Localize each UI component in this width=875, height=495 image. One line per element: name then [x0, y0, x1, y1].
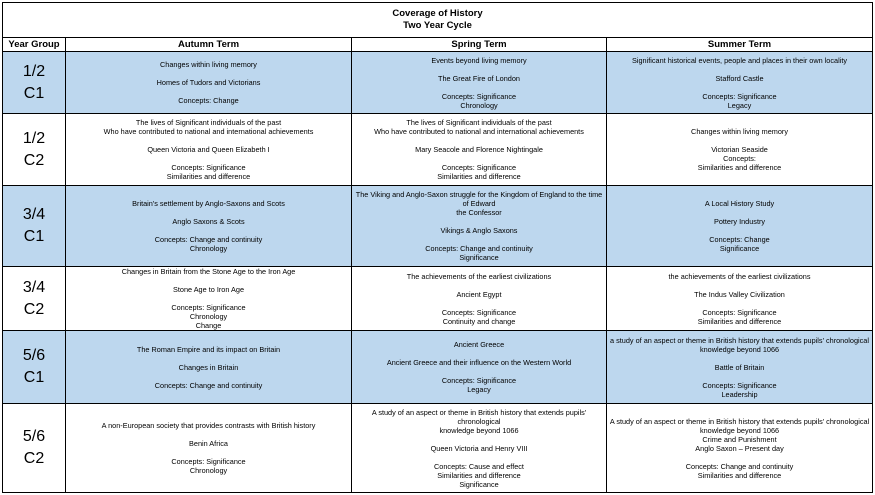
cycle-label: C1: [23, 84, 45, 102]
cell-line: [66, 154, 351, 163]
cell-line: Concepts: Cause and effect: [434, 461, 524, 471]
cell-line: knowledge beyond 1066: [699, 344, 780, 354]
cell-line: Concepts: Significance: [702, 307, 777, 317]
cell-line: Mary Seacole and Florence Nightingale: [415, 145, 543, 154]
cell-line: [66, 136, 351, 145]
cell-line: Ancient Egypt: [456, 289, 502, 299]
cell-line: Concepts: Significance: [171, 163, 246, 172]
autumn-term-cell: [66, 331, 352, 404]
table-row: [3, 267, 873, 331]
column-header-spring: Spring Term: [352, 38, 607, 52]
cell-line: Changes within living memory: [691, 127, 788, 136]
table-row: [3, 114, 873, 186]
cell-line: [607, 372, 872, 381]
cell-line: Stone Age to Iron Age: [173, 285, 244, 294]
cell-line: [607, 208, 872, 217]
cell-line: Concepts: Change and continuity: [685, 461, 794, 471]
summer-term-cell: [607, 331, 873, 404]
autumn-term-cell: [66, 267, 352, 331]
cell-line: Concepts: Significance: [171, 457, 246, 466]
summer-term-cell: [607, 52, 873, 114]
cell-line: Concepts: Significance: [702, 91, 777, 101]
cell-line: [607, 453, 872, 462]
coverage-table: [2, 2, 873, 493]
spring-term-cell: [352, 186, 607, 267]
cell-line: [607, 136, 872, 145]
table-row: [3, 404, 873, 493]
autumn-term-cell: [66, 186, 352, 267]
header-row: [3, 38, 873, 52]
cell-line: Concepts: Significance: [702, 380, 777, 390]
cell-line: A non-European society that provides contrasts with British history: [101, 421, 316, 430]
cell-line: [66, 276, 351, 285]
cell-line: [352, 235, 606, 244]
cell-line: The Indus Valley Civilization: [694, 289, 785, 299]
cell-line: Concepts: Significance: [441, 163, 517, 172]
year-group-cell: [3, 186, 66, 267]
cell-line: Concepts: Change and continuity: [154, 380, 263, 390]
history-coverage-document: [2, 2, 872, 492]
cell-line: Similarities and difference: [166, 172, 251, 181]
year-group-cell: [3, 114, 66, 186]
cell-line: Who have contributed to national and international achievements: [374, 127, 584, 136]
cell-line: [352, 349, 606, 358]
cell-line: Changes in Britain from the Stone Age to the Iron Age: [121, 267, 296, 276]
year-group-label: 3/4: [22, 278, 46, 296]
cell-line: The lives of Significant individuals of the past: [406, 118, 552, 127]
table-title: [3, 3, 873, 38]
cell-line: Similarities and difference: [437, 470, 521, 480]
autumn-term-cell: [66, 52, 352, 114]
cell-line: The lives of Significant individuals of the past: [135, 118, 282, 127]
cell-line: The Roman Empire and its impact on Britain: [136, 344, 281, 354]
cell-line: Anglo Saxons & Scots: [172, 217, 245, 226]
cell-line: Changes within living memory: [160, 60, 257, 69]
cell-line: [66, 226, 351, 235]
cell-line: Similarities and difference: [697, 470, 782, 480]
cell-line: Pottery Industry: [713, 217, 766, 226]
cell-line: Similarities and difference: [697, 163, 782, 172]
cell-line: [66, 430, 351, 439]
column-header-autumn: Autumn Term: [66, 38, 352, 52]
cell-line: the achievements of the earliest civilizations: [668, 271, 811, 281]
cell-line: [607, 281, 872, 290]
document-title: Coverage of History: [392, 8, 483, 19]
cell-line: Anglo Saxon – Present day: [695, 443, 784, 453]
cell-line: Stafford Castle: [715, 73, 764, 83]
cell-line: Significant historical events, people and places in their own locality: [632, 55, 847, 65]
cycle-label: C1: [23, 369, 45, 386]
cell-line: Vikings & Anglo Saxons: [440, 226, 518, 235]
cycle-label: C2: [23, 151, 45, 169]
cell-line: Events beyond living memory: [431, 55, 527, 65]
column-header-summer: Summer Term: [607, 38, 873, 52]
summer-term-cell: [607, 114, 873, 186]
cell-line: [352, 136, 606, 145]
cell-line: Benin Africa: [189, 439, 228, 448]
table-row: [3, 52, 873, 114]
cell-line: Significance: [719, 244, 760, 253]
cell-line: Concepts: Change: [178, 96, 239, 105]
cell-line: Queen Victoria and Queen Elizabeth I: [147, 145, 270, 154]
summer-term-cell: [607, 404, 873, 493]
cell-line: Who have contributed to national and international achievements: [103, 127, 314, 136]
cell-line: [352, 217, 606, 226]
cell-line: [352, 435, 606, 444]
cell-line: Crime and Punishment: [702, 434, 777, 444]
cell-line: [607, 65, 872, 74]
cell-line: Ancient Greece and their influence on the Western World: [386, 358, 572, 367]
cell-line: [352, 299, 606, 308]
year-group-label: 1/2: [22, 62, 46, 80]
cell-line: Chronology: [460, 100, 498, 110]
cell-line: [352, 83, 606, 92]
summer-term-cell: [607, 267, 873, 331]
cell-line: A study of an aspect or theme in British history that extends pupils' chronological: [609, 416, 870, 426]
cell-line: [66, 372, 351, 381]
cell-line: Britain's settlement by Anglo-Saxons and Scots: [132, 199, 285, 208]
cell-line: Concepts: Change and continuity: [425, 244, 533, 253]
document-subtitle: Two Year Cycle: [403, 20, 472, 31]
cell-line: [352, 65, 606, 74]
cell-line: [66, 294, 351, 303]
year-group-label: 3/4: [22, 206, 46, 223]
cell-line: Concepts: Significance: [441, 307, 517, 317]
spring-term-cell: [352, 404, 607, 493]
year-group-cell: [3, 52, 66, 114]
cell-line: A Local History Study: [704, 199, 775, 208]
cell-line: [352, 281, 606, 290]
cell-line: Battle of Britain: [714, 362, 765, 372]
cell-line: [66, 448, 351, 457]
cell-line: the Confessor: [456, 208, 502, 217]
summer-term-cell: [607, 186, 873, 267]
cell-line: [607, 226, 872, 235]
cell-line: Legacy: [727, 100, 752, 110]
cell-line: A study of an aspect or theme in British history that extends pupils' chronological: [371, 407, 587, 426]
year-group-label: 1/2: [22, 129, 46, 147]
cell-line: Concepts: Change and continuity: [154, 235, 263, 244]
cell-line: [352, 367, 606, 376]
cell-line: Ancient Greece: [453, 340, 505, 349]
title-row: [3, 3, 873, 38]
cell-line: [66, 87, 351, 96]
cell-line: Concepts: Significance: [441, 376, 517, 385]
cell-line: Concepts:: [723, 154, 756, 163]
cell-line: Homes of Tudors and Victorians: [156, 78, 261, 87]
cell-line: [66, 354, 351, 363]
cell-line: Similarities and difference: [697, 316, 782, 326]
cell-line: Chronology: [189, 312, 228, 321]
year-group-label: 5/6: [22, 347, 46, 364]
cell-line: The achievements of the earliest civilizations: [406, 271, 552, 281]
cell-line: Continuity and change: [442, 316, 516, 326]
cycle-label: C2: [23, 450, 45, 467]
year-group-cell: [3, 331, 66, 404]
autumn-term-cell: [66, 404, 352, 493]
cell-line: [352, 154, 606, 163]
cell-line: [66, 208, 351, 217]
autumn-term-cell: [66, 114, 352, 186]
cycle-label: C2: [23, 300, 45, 318]
cell-line: knowledge beyond 1066: [439, 425, 519, 435]
cell-line: Leadership: [721, 389, 758, 399]
cell-line: Queen Victoria and Henry VIII: [430, 443, 528, 453]
cell-line: Change: [195, 321, 222, 330]
year-group-label: 5/6: [22, 428, 46, 445]
cell-line: Concepts: Significance: [171, 303, 246, 312]
spring-term-cell: [352, 331, 607, 404]
cell-line: Significance: [459, 479, 499, 489]
cell-line: a study of an aspect or theme in British history that extends pupils' chronological: [610, 335, 869, 345]
table-row: [3, 331, 873, 404]
cell-line: [607, 354, 872, 363]
spring-term-cell: [352, 52, 607, 114]
cell-line: Legacy: [467, 385, 491, 394]
spring-term-cell: [352, 114, 607, 186]
cell-line: Victorian Seaside: [711, 145, 768, 154]
cell-line: Concepts: Change: [709, 235, 770, 244]
cell-line: The Viking and Anglo-Saxon struggle for the Kingdom of England to the time of Edward: [355, 190, 603, 208]
cell-line: Changes in Britain: [178, 362, 239, 372]
column-header-year-group: Year Group: [3, 38, 66, 52]
cell-line: [607, 83, 872, 92]
year-group-cell: [3, 404, 66, 493]
cell-line: Significance: [459, 253, 499, 262]
cell-line: [66, 69, 351, 78]
spring-term-cell: [352, 267, 607, 331]
cell-line: [352, 453, 606, 462]
cell-line: [607, 299, 872, 308]
cell-line: Concepts: Significance: [441, 91, 517, 101]
cell-line: knowledge beyond 1066: [699, 425, 780, 435]
cell-line: Similarities and difference: [437, 172, 521, 181]
table-row: [3, 186, 873, 267]
cycle-label: C1: [23, 228, 45, 245]
cell-line: Chronology: [189, 244, 228, 253]
cell-line: The Great Fire of London: [438, 73, 520, 83]
year-group-cell: [3, 267, 66, 331]
cell-line: Chronology: [189, 466, 228, 475]
